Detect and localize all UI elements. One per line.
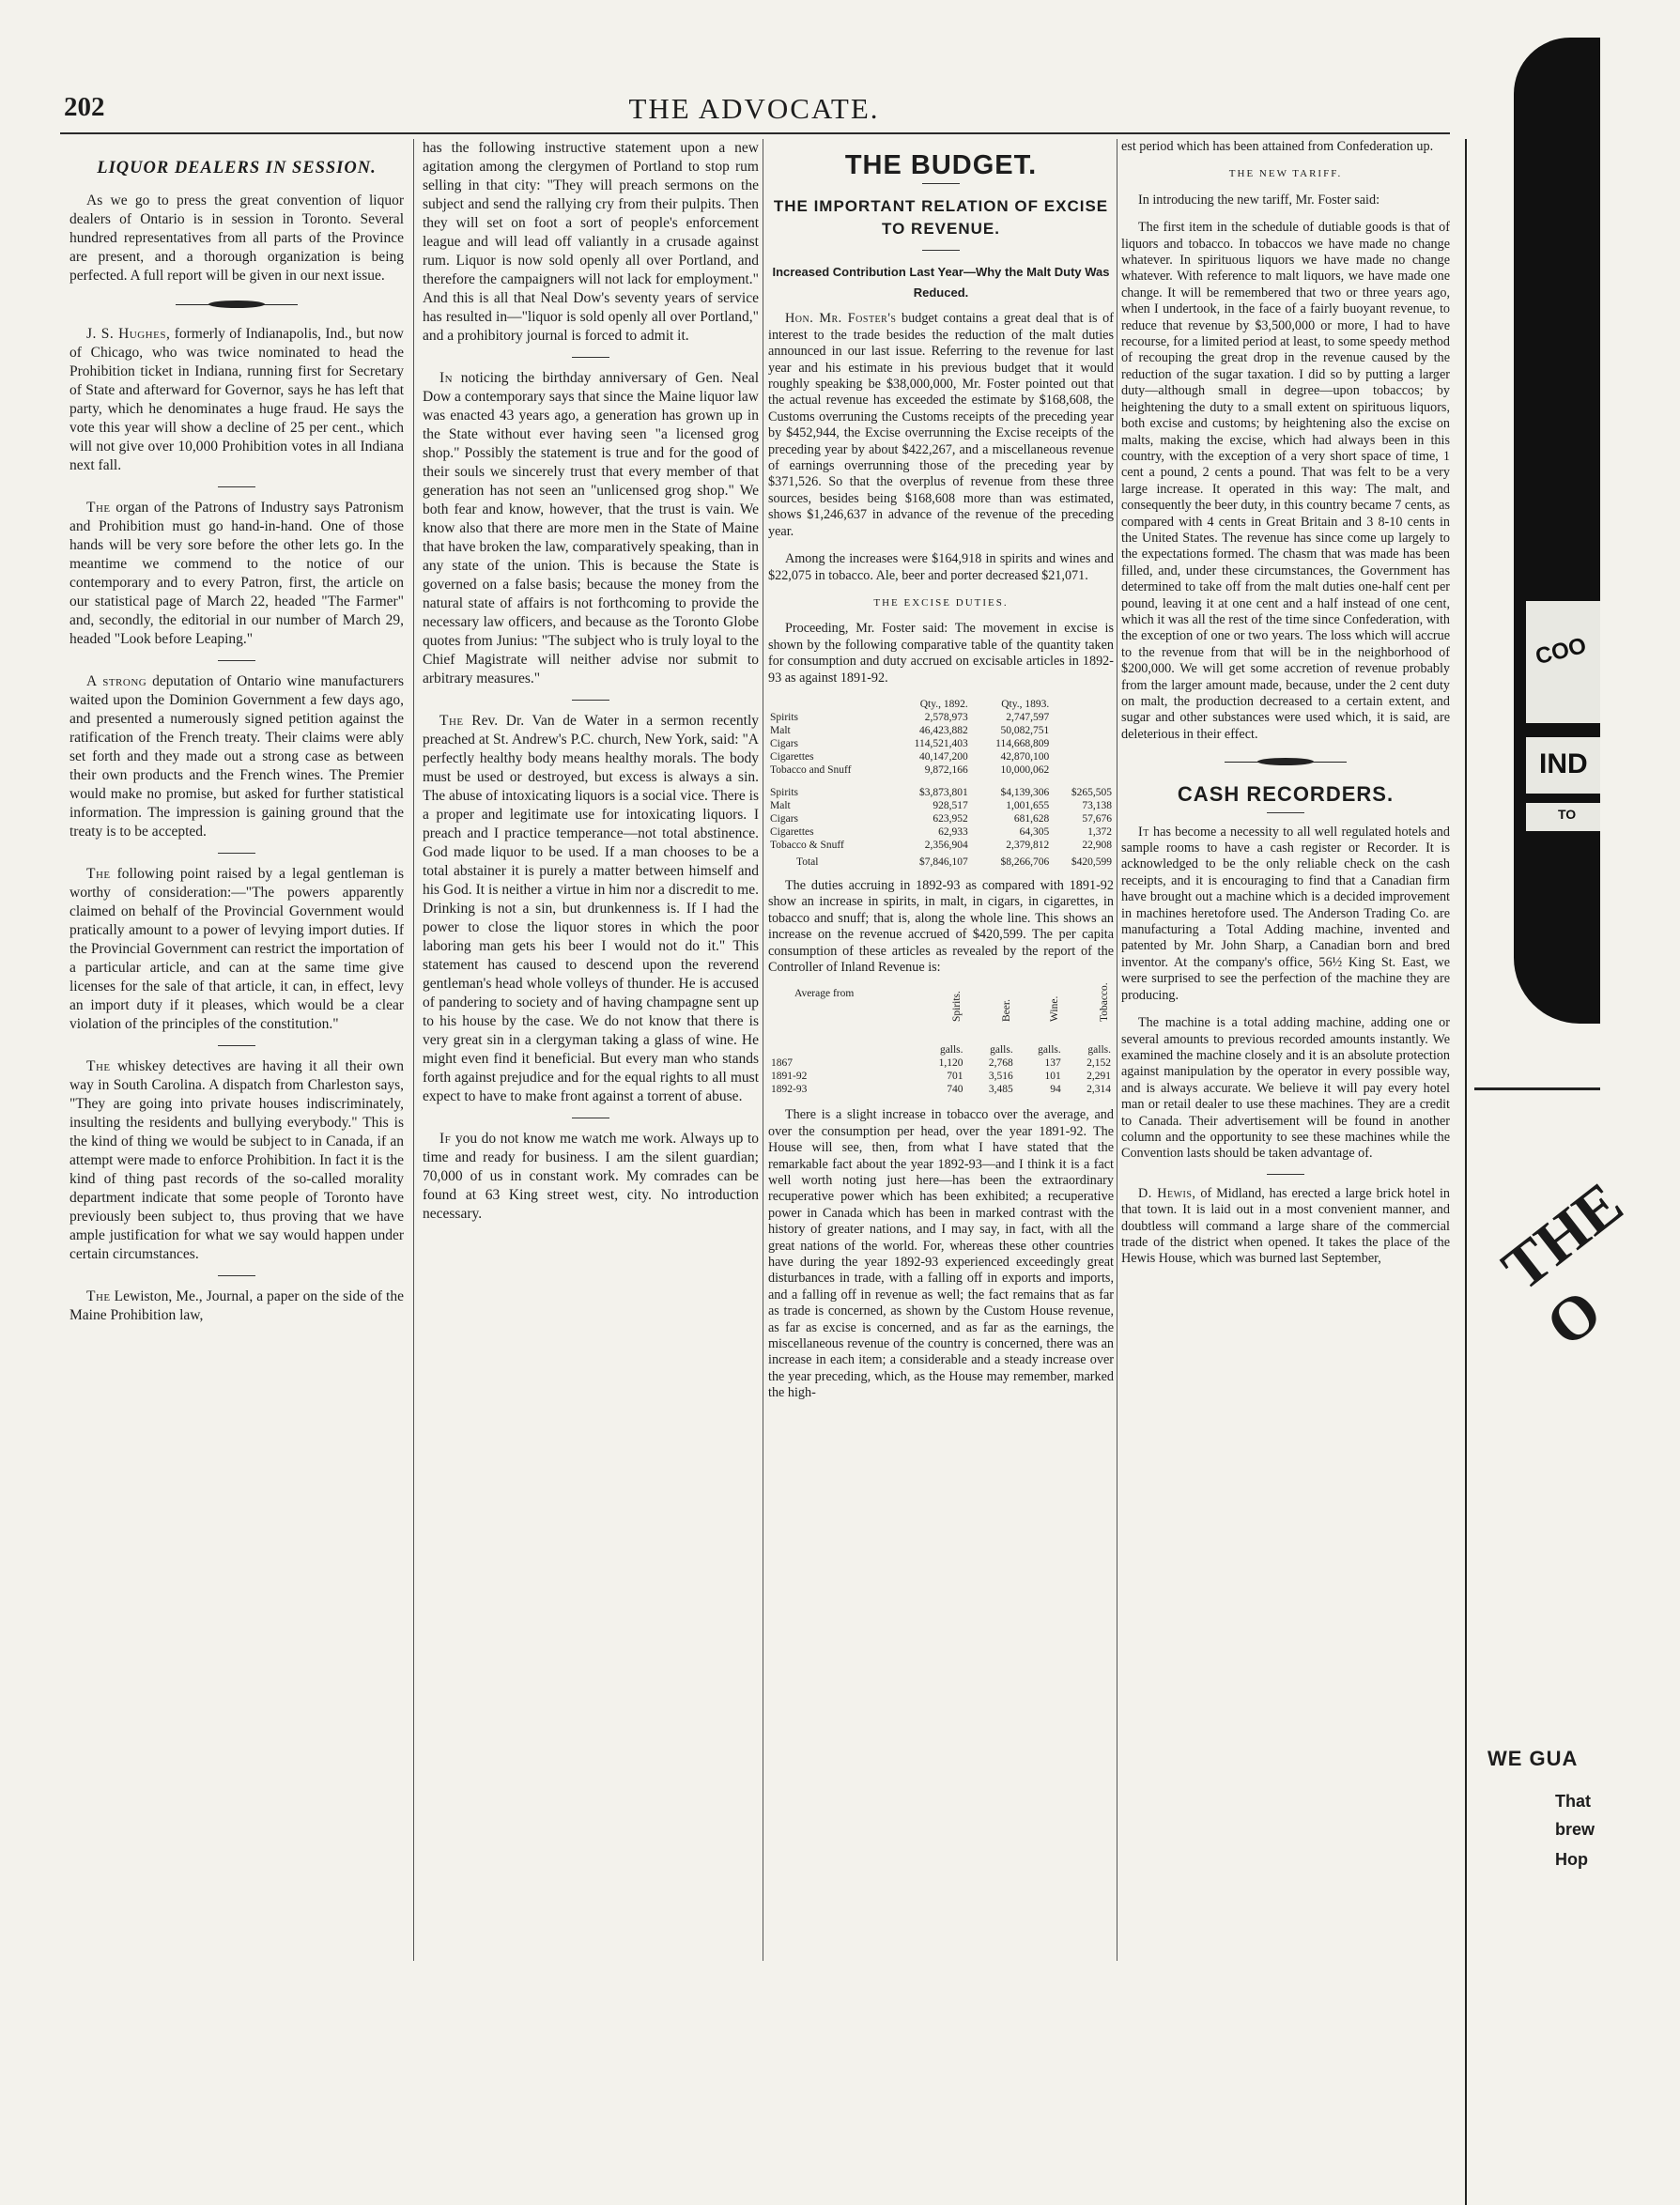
- budget-paragraph-3: Proceeding, Mr. Foster said: The movement in excise is shown by the following comparative table of the quantity taken for consumption and duty accrued on excisable articles in 1892-93 as against 1891-92.: [768, 621, 1114, 686]
- table-cell: 94: [1050, 1084, 1061, 1096]
- table-row: [768, 777, 1114, 799]
- table-cell: $8,266,706: [1000, 856, 1050, 868]
- table-row: [768, 1056, 1114, 1070]
- table-cell: Cigars: [770, 737, 799, 749]
- table-cell: 1,120: [938, 1057, 963, 1070]
- excise-duties-heading: THE EXCISE DUTIES.: [873, 596, 1009, 609]
- table-row: [768, 763, 1114, 777]
- table-cell: 3,516: [988, 1071, 1013, 1083]
- lead-in: The: [86, 866, 111, 882]
- table-cell: 46,423,882: [918, 724, 968, 736]
- table-cell: galls.: [939, 1044, 963, 1056]
- budget-paragraph-2: Among the increases were $164,918 in spirits and wines and $22,075 in tobacco. Ale, beer and porter decreased $21,071.: [768, 551, 1114, 583]
- budget-heading: THE BUDGET.: [844, 150, 1038, 180]
- lead-in: D. Hewis,: [1138, 1185, 1196, 1201]
- paragraph-body: whiskey detectives are having it all their own way in South Carolina. A dispatch from Charleston says, "They are going into private houses indiscriminately, insulting the residents and bullying everybody." This is the kind of thing we would be subject to in Canada, if an attempt were made to enforce Prohibition. In fact it is the kind of thing past records of the so-called morality department indicate that some people of Toronto have previously been subject to, thus proving that we have ample justification for what we say would happen under certain circumstances.: [69, 1058, 404, 1262]
- short-rule: [218, 486, 255, 487]
- table-row: [768, 1070, 1114, 1083]
- table-cell: 22,908: [1082, 839, 1112, 851]
- lead-in: If: [439, 1131, 452, 1147]
- table-header: Qty., 1893.: [1001, 698, 1050, 710]
- table-cell: 740: [947, 1084, 963, 1096]
- column-3: [768, 139, 1114, 1413]
- table-cell: Spirits: [770, 711, 799, 723]
- table-header: [768, 698, 888, 711]
- hughes-paragraph: [69, 325, 404, 475]
- short-rule: [922, 250, 960, 251]
- paragraph-body: has become a necessity to all well regulated hotels and sample rooms to have a cash register or Recorder. It is acknowledged to be the only reliable check on the cash receipts, and it is encouraging to find that a Canadian firm have brought out a machine which is a decided improvement in machines heretofore used. The Anderson Trading Co. are manufacturing a Total Adding machine, invented and patented by Mr. John Sharp, a Canadian born and bred inventor. At the company's office, 56½ King St. East, we were surprised to see the perfection of the machine they are producing.: [1121, 824, 1450, 1003]
- paragraph-body: budget contains a great deal that is of interest to the trade besides the reduction of the malt duties announced in our last issue. Referring to the revenue for last year and his estimate in his previous budget that it would roughly speaking be $38,000,000, Mr. Foster pointed out that the actual revenue has exceeded the estimate by $168,608, the Customs overruning the Customs receipts of the preceding year by $452,944, the Excise overrunning the Excise receipts of the preceding year by about $422,267, and a miscellaneous revenue of earnings overrunning those of the preceding year by $371,526. So that the overplus of revenue from these three sources, besides being $168,608 more than was estimated, shows $1,246,637 in advance of the revenue of the preceding year.: [768, 311, 1114, 539]
- table-row: [768, 825, 1114, 839]
- lead-in: A strong: [86, 673, 147, 689]
- lead-in: J. S. Hughes,: [86, 326, 171, 342]
- paragraph-body: deputation of Ontario wine manufacturers waited upon the Dominion Government a few days ago, and presented a numerously signed petition against the ratification of the French treaty. Their claims were ably set forth and they made out a strong case as between their own products and the French wines. The Premier would make no promise, but asked for further statistical information. The impression is gaining ground that the treaty is to be accepted.: [69, 673, 405, 840]
- table-cell: Total: [796, 856, 819, 868]
- tariff-paragraph-2: The first item in the schedule of dutiable goods is that of liquors and tobacco. In tobaccos we have made no change whatever. In spirituous liquors we have made no change whatever. With reference to malt liquors, we have made one change. It will be remembered that two or three years ago, when I undertook, in the face of a fairly buoyant revenue, to reduce that revenue by $3,500,000 or more, I had to have recourse, for a limited period at least, to some speedy method of recouping the great drop in the revenue caused by the reduction of the sugar taxation. I did so by putting a larger duty—although small in degree—upon tobaccos; by heightening the duty to a small extent on spirituous liquors, both excise and customs; by heightening also the excise on malts, making the excise, which had always been in this country, with the exception of a very short space of time, 1 cent a pound, 2 cents a pound. That was felt to be a very large increase. It operated in this way: The malt, and consequently the beer duty, in this country became 7 cents, as compared with 4 cents in Great Britain and 3 8-10 cents in the United States. The revenue has since come up largely to the expectations formed. The chasm that was made has been filled, and, under these circumstances, the Government has determined to take off from the malt duties one-half cent per pound, leaving it at one cent and a half instead of one cent, which it was all the rest of the time since Confederation, with the exception of one or two years. The loss which will accrue to the revenue from that will be in the neighborhood of $200,000. We will get some accretion of revenue probably from the larger amount made, because, under the 2 cent duty on malt, the production decreased to a certain extent, and sugar and other substances were used which, it is said, are deleterious in their effect.: [1121, 220, 1450, 742]
- table-cell: $265,505: [1071, 786, 1112, 798]
- page-header: [56, 92, 1452, 130]
- cash-recorders-heading: CASH RECORDERS.: [1177, 782, 1395, 807]
- table-cell: 1,001,655: [1006, 799, 1050, 811]
- short-rule: [218, 660, 255, 661]
- paragraph-body: of Midland, has erected a large brick hotel in that town. It is laid out in a most convenient manner, and doubtless will command a large share of the commercial trade of the district when opened. It takes the place of the Hewis House, which was burned last September,: [1121, 1185, 1450, 1267]
- short-rule: [218, 853, 255, 854]
- short-rule: [922, 183, 960, 184]
- table-header-row: [768, 987, 1114, 1043]
- table-units-row: [768, 1043, 1114, 1056]
- column-1: [69, 139, 404, 1336]
- table-cell: $4,139,306: [1000, 786, 1050, 798]
- table-cell: galls.: [1087, 1044, 1111, 1056]
- table-cell: Tobacco & Snuff: [770, 839, 844, 851]
- table-cell: 1,372: [1087, 825, 1112, 838]
- table-header-row: [768, 698, 1114, 711]
- table-cell: Malt: [770, 724, 791, 736]
- lewiston-paragraph: [69, 1288, 404, 1325]
- lead-in: Hon. Mr. Foster's: [785, 311, 897, 327]
- table-cell: 62,933: [938, 825, 968, 838]
- column-label: Wine.: [1048, 996, 1060, 1023]
- column-rule: [413, 139, 414, 1961]
- budget-continuation: est period which has been attained from Confederation up.: [1121, 139, 1434, 154]
- paragraph-body: noticing the birthday anniversary of Gen. Neal Dow a contemporary says that since the Maine liquor law was enacted 43 years ago, a generation has grown up in the State without ever having seen "a licensed grog shop." Possibly the statement is true and for the good of their souls we sincerely trust that every member of that generation has not seen an "unlicensed grog shop." We both fear and know, however, that the trust is vain. We know also that there are more men in the State of Maine that have broken the law, comparatively speaking, than in any state of the union. This is because the State is governed on a false basis; because the money from the natural state of affairs is not forthcoming to provide the necessary law officers, and because as the Toronto Globe quotes from Junius: "The subject who is truly loyal to the Chief Magistrate will neither advise nor submit to arbitrary measures.": [423, 370, 759, 686]
- table-cell: 2,379,812: [1006, 839, 1050, 851]
- table-cell: galls.: [990, 1044, 1013, 1056]
- table-cell: 928,517: [932, 799, 968, 811]
- running-head: THE ADVOCATE.: [628, 92, 880, 125]
- lead-in: The: [439, 713, 464, 729]
- whiskey-detectives-paragraph: [69, 1057, 404, 1264]
- short-rule: [572, 357, 609, 358]
- table-cell: 101: [1044, 1071, 1061, 1083]
- neal-dow-paragraph: [423, 369, 759, 688]
- budget-deck: Increased Contribution Last Year—Why the Malt Duty Was Reduced.: [772, 265, 1110, 301]
- column-label: Beer.: [1000, 999, 1012, 1023]
- liquor-dealers-heading: LIQUOR DEALERS IN SESSION.: [97, 159, 377, 177]
- bottle-label-text: TO: [1558, 807, 1577, 822]
- table-row: [768, 1083, 1114, 1096]
- short-rule: [218, 1275, 255, 1276]
- table-cell: 2,768: [988, 1057, 1013, 1070]
- table-cell: 137: [1044, 1057, 1061, 1070]
- table-cell: Cigarettes: [770, 825, 814, 838]
- table-header: [916, 987, 965, 1043]
- silent-guardian-paragraph: [423, 1130, 759, 1224]
- cash-paragraph-1: [1121, 825, 1450, 1004]
- advert-line: brew: [1555, 1820, 1595, 1839]
- short-rule: [218, 1045, 255, 1046]
- table-cell: 42,870,100: [1000, 750, 1050, 763]
- paragraph-body: organ of the Patrons of Industry says Patronism and Prohibition must go hand-in-hand. One of those hands will be very sore before the other lets go. In the meantime we commend to the notice of our contemporary and to every Patron, first, the article on our statistical page of March 22, headed "The Farmer" and, secondly, the editorial in our number of March 29, headed "Look before Leaping.": [69, 500, 404, 647]
- table-header: [1064, 982, 1114, 1043]
- table-cell: Malt: [770, 799, 791, 811]
- table-cell: 2,152: [1087, 1057, 1111, 1070]
- table-cell: 681,628: [1013, 812, 1050, 825]
- table-cell: 10,000,062: [1000, 763, 1050, 776]
- excise-quantity-duty-table: [768, 698, 1114, 869]
- table-cell: $7,846,107: [918, 856, 968, 868]
- tariff-paragraph-1: In introducing the new tariff, Mr. Foster said:: [1138, 192, 1380, 208]
- table-row: [768, 724, 1114, 737]
- table-cell: 50,082,751: [1000, 724, 1050, 736]
- advert-line: That: [1555, 1792, 1591, 1811]
- table-header: Qty., 1892.: [919, 698, 968, 710]
- liquor-dealers-paragraph: As we go to press the great convention of liquor dealers of Ontario is in session in Toronto. Several hundred representatives from all parts of the Province are present, and a thorough organization is being perfected. A full report will be given in our next issue.: [69, 193, 404, 284]
- table-row: [768, 711, 1114, 724]
- advert-title: THE O: [1489, 1168, 1636, 1361]
- table-header: [1016, 987, 1064, 1043]
- advert-rule: [1474, 1087, 1600, 1090]
- ornament-divider: [1225, 758, 1347, 767]
- paragraph-body: Lewiston, Me., Journal, a paper on the side of the Maine Prohibition law,: [69, 1288, 404, 1323]
- table-cell: 623,952: [932, 812, 968, 825]
- bottle-label-text: COO: [1533, 632, 1590, 671]
- column-label: Tobacco.: [1099, 982, 1110, 1023]
- column-rule: [1465, 139, 1467, 2205]
- table-cell: 2,578,973: [924, 711, 968, 723]
- table-cell: 64,305: [1019, 825, 1050, 838]
- advert-guarantee: WE GUA: [1487, 1747, 1579, 1770]
- per-capita-table: [768, 982, 1114, 1096]
- hewis-paragraph: [1121, 1186, 1450, 1268]
- table-cell: 1891-92: [771, 1071, 808, 1083]
- paragraph-body: following point raised by a legal gentleman is worthy of consideration:—"The powers apparently claimed on behalf of the Provincial Government would pratically amount to a power of levying import duties. If the Provincial Government can restrict the importation of a particular article, and can at the same time give licenses for the sale of that article, it can, in effect, levy an import duty if it pleases, which would be a clear violation of the principles of the constitution.": [69, 866, 404, 1032]
- bottle-illustration: [1514, 38, 1600, 1024]
- table-cell: 9,872,166: [924, 763, 968, 776]
- table-cell: Cigarettes: [770, 750, 814, 763]
- column-4: [1121, 139, 1450, 1279]
- portland-paragraph: has the following instructive statement upon a new agitation among the clergymen of Portland to stop rum selling in that city: "They will preach sermons on the subject and send the rallying cry from their pulpits. Then they will set on foot a sort of people's enforcement league and will lead off valiantly in a crusade against rum. Liquor is now sold openly all over Portland, and therefore the campaigners will not lack for employment." And this is all that Neal Dow's seventy years of service has resulted in—"liquor is sold openly all over Portland," and a prohibitory journal is forced to admit it.: [423, 140, 759, 344]
- table-cell: Tobacco and Snuff: [770, 763, 852, 776]
- lead-in: It: [1138, 824, 1149, 840]
- table-cell: 2,747,597: [1006, 711, 1050, 723]
- table-row: [768, 812, 1114, 825]
- new-tariff-heading: THE NEW TARIFF.: [1228, 168, 1343, 180]
- table-cell: 114,668,809: [995, 737, 1050, 749]
- lead-in: The: [86, 1288, 111, 1304]
- paragraph-body: Rev. Dr. Van de Water in a sermon recently preached at St. Andrew's P.C. church, New York, said: "A perfectly healthy body means healthy morals. The body must be used or destroyed, but excess is always a sin. The abuse of intoxicating liquors is a social vice. There is a proper and legitimate use for intoxicating liquors. I preach and I practice temperance—not total abstinence. God made liquor to be used. If a man chooses to be a total abstainer it is purely a matter between himself and his God. It is neither a virtue in him nor a discredit to me. Drinking is not a sin, but drunkenness is. If I had the power to close the liquor stores in which the poor laboring man gets his beer I would not do it." This statement has caused to descend upon the reverend gentleman's head whole volleys of thunder. He is accused of pandering to society and of having champagne sent up to his house by the case. We do not know that there is very great sin in a clergyman taking a glass of wine. He might even find it beneficial. But every man who stands forth against prejudice and for the equal rights to all must expect to have to make front against a torrent of abuse.: [423, 713, 759, 1104]
- table-row: [768, 750, 1114, 763]
- table-cell: 73,138: [1082, 799, 1112, 811]
- budget-paragraph-5: There is a slight increase in tobacco over the average, and over the consumption per head, over the year 1891-92. The House will see, then, from what I have stated that the remarkable fact about the year 1892-93—and I think it is a fact well worth noting just here—has been the extraordinary recuperative power which has been exhibited; a recuperative power in Canada which has been in marked contrast with the history of greater nations, and I may say, in fact, with all the great nations of the world. For, whereas these other countries have during the year 1892-93 experienced exceedingly great disturbances in trade, with a falling off in exports and imports, and a falling off in revenue as well; the fact remains that as far as trade is concerned, as shown by the Custom House revenue, as far as excise is concerned, and as far as the earnings, the miscellaneous revenue of the country is concerned, there was an increase in each item; a considerable and a steady increase over the year preceding, which, as the House may remember, marked the high-: [768, 1107, 1114, 1401]
- short-rule: [1267, 812, 1304, 813]
- wine-deputation-paragraph: [69, 672, 404, 841]
- table-row: [768, 737, 1114, 750]
- table-cell: 57,676: [1082, 812, 1112, 825]
- page-number: 202: [64, 92, 105, 122]
- table-total-row: [768, 852, 1114, 869]
- table-cell: 40,147,200: [918, 750, 968, 763]
- table-header: Average from: [794, 988, 855, 1000]
- paragraph-body: formerly of Indianapolis, Ind., but now of Chicago, who was twice nominated to head the Prohibition ticket in Indiana, running first for Secretary of State and afterward for Governor, says he has left that party, which he denominates a huge fraud. He says the vote this year will show a decline of 25 per cent., which will not give over 10,000 Prohibition votes in all Indiana next fall.: [69, 326, 404, 473]
- advert-line: Hop: [1555, 1850, 1588, 1869]
- paragraph-body: you do not know me watch me work. Always up to time and ready for business. I am the silent guardian; 70,000 of us in constant work. My comrades can be found at 63 King street west, city. No introduction necessary.: [423, 1131, 759, 1222]
- cash-paragraph-2: The machine is a total adding machine, adding one or several amounts to previous recorded amounts instantly. We examined the machine closely and it is an absolute protection against manipulation by the operator in every possible way, and is always accurate. We believe it will pay every hotel man or retail dealer to use these machines. They are a credit to Canada. Their advertisement will be found in another column and the opportunity to see these machines while the Convention lasts should be taken advantage of.: [1121, 1015, 1450, 1162]
- table-row: [768, 839, 1114, 852]
- lead-in: The: [86, 500, 111, 516]
- bottle-label-text: IND: [1539, 748, 1588, 779]
- column-2: [423, 139, 759, 1235]
- table-cell: 3,485: [988, 1084, 1013, 1096]
- header-rule: [60, 132, 1450, 134]
- table-cell: Cigars: [770, 812, 799, 825]
- table-cell: 114,521,403: [914, 737, 968, 749]
- column-label: Spirits.: [950, 991, 963, 1023]
- ornament-divider: [176, 301, 298, 310]
- table-header: [966, 987, 1016, 1043]
- table-cell: 2,356,904: [924, 839, 968, 851]
- bottle-label: [1526, 601, 1600, 723]
- table-cell: 2,291: [1087, 1071, 1111, 1083]
- bottle-label: [1526, 737, 1600, 794]
- short-rule: [572, 700, 609, 701]
- table-cell: 701: [947, 1071, 963, 1083]
- budget-paragraph-1: [768, 311, 1114, 540]
- table-row: [768, 799, 1114, 812]
- budget-paragraph-4: The duties accruing in 1892-93 as compared with 1891-92 show an increase in spirits, in malt, in cigars, in cigarettes, in tobacco and snuff; that is, along the whole line. This shows an increase on the revenue accrued of $420,599. The per capita consumption of these articles as revealed by the report of the Controller of Inland Revenue is:: [768, 877, 1114, 975]
- legal-point-paragraph: [69, 865, 404, 1034]
- table-cell: Spirits: [770, 786, 799, 798]
- lead-in: In: [439, 370, 454, 386]
- table-cell: galls.: [1038, 1044, 1061, 1056]
- table-cell: $3,873,801: [918, 786, 968, 798]
- bottle-label: [1526, 803, 1600, 831]
- budget-subheading: THE IMPORTANT RELATION OF EXCISE TO REVENUE.: [773, 197, 1109, 239]
- lead-in: The: [86, 1058, 111, 1074]
- table-cell: $420,599: [1071, 856, 1112, 868]
- short-rule: [1267, 1174, 1304, 1175]
- patrons-paragraph: [69, 499, 404, 649]
- table-cell: 2,314: [1087, 1084, 1111, 1096]
- table-cell: 1892-93: [771, 1084, 808, 1096]
- van-de-water-paragraph: [423, 712, 759, 1106]
- table-cell: 1867: [771, 1057, 793, 1070]
